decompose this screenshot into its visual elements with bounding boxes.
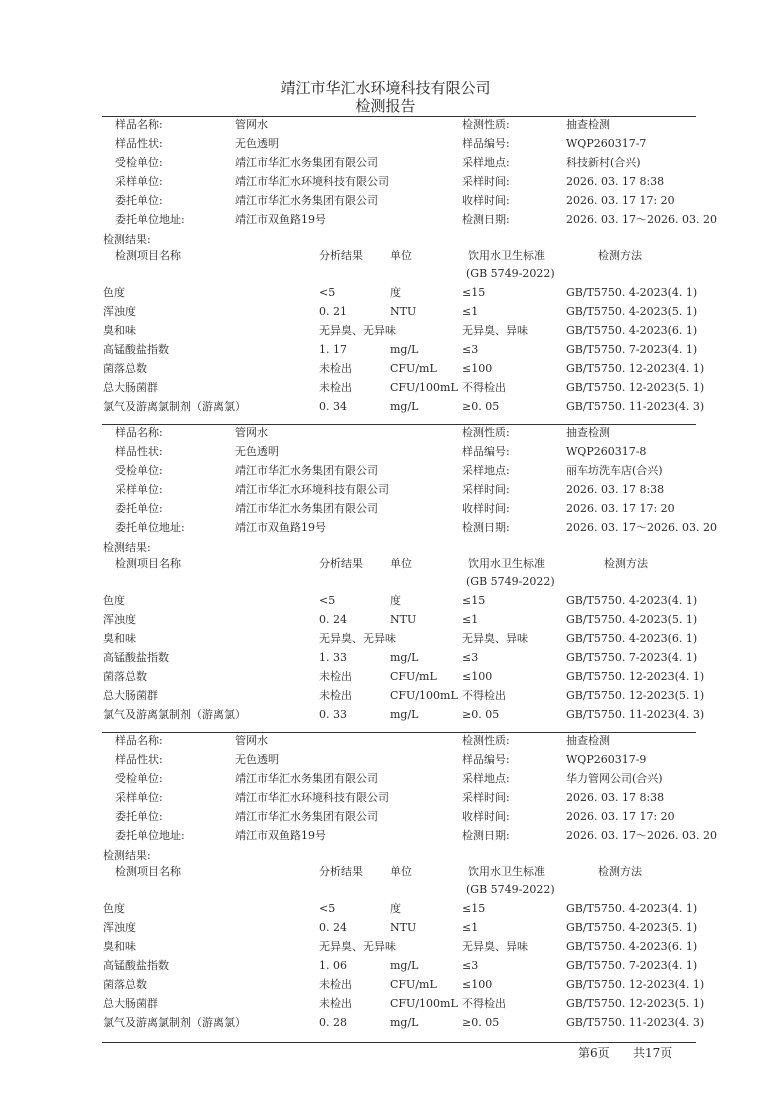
- cell-result: 未检出: [319, 978, 352, 991]
- info-label: 检测性质:: [462, 426, 510, 439]
- info-value: 抽查检测: [566, 118, 610, 131]
- cell-unit: mg/L: [390, 400, 419, 413]
- info-value: 靖江市双鱼路19号: [235, 829, 326, 842]
- info-label: 委托单位:: [115, 194, 163, 207]
- cell-item-name: 高锰酸盐指数: [103, 959, 169, 972]
- cell-item-name: 浑浊度: [103, 613, 136, 626]
- info-label: 采样时间:: [462, 791, 510, 804]
- section-rule: [102, 732, 696, 733]
- page-number: 第6页: [578, 1046, 610, 1060]
- info-label: 样品编号:: [462, 753, 510, 766]
- cell-item-name: 臭和味: [103, 940, 136, 953]
- column-header-unit: 单位: [390, 249, 412, 262]
- cell-item-name: 臭和味: [103, 632, 136, 645]
- info-value: 靖江市华汇水环境科技有限公司: [235, 483, 389, 496]
- cell-method: GB/T5750. 11-2023(4. 3): [566, 1016, 705, 1029]
- cell-item-name: 色度: [103, 902, 125, 915]
- cell-item-name: 总大肠菌群: [103, 997, 158, 1010]
- cell-item-name: 菌落总数: [103, 670, 147, 683]
- cell-standard: ≤1: [462, 613, 479, 626]
- section-rule: [102, 116, 696, 117]
- info-value: 靖江市华汇水务集团有限公司: [235, 810, 378, 823]
- cell-item-name: 高锰酸盐指数: [103, 343, 169, 356]
- cell-item-name: 氯气及游离氯制剂（游离氯）: [103, 400, 246, 413]
- cell-unit: NTU: [390, 305, 417, 318]
- cell-unit: 度: [390, 286, 401, 299]
- cell-method: GB/T5750. 11-2023(4. 3): [566, 400, 705, 413]
- cell-method: GB/T5750. 7-2023(4. 1): [566, 959, 698, 972]
- cell-method: GB/T5750. 12-2023(4. 1): [566, 362, 705, 375]
- cell-standard: ≥0. 05: [462, 400, 500, 413]
- cell-result: 0. 24: [319, 921, 347, 934]
- cell-unit: mg/L: [390, 651, 419, 664]
- cell-method: GB/T5750. 11-2023(4. 3): [566, 708, 705, 721]
- cell-method: GB/T5750. 7-2023(4. 1): [566, 651, 698, 664]
- results-heading: 检测结果:: [103, 849, 151, 862]
- cell-result: 0. 34: [319, 400, 347, 413]
- info-value: 抽查检测: [566, 426, 610, 439]
- info-value: 靖江市华汇水务集团有限公司: [235, 502, 378, 515]
- info-label: 样品性状:: [115, 753, 163, 766]
- cell-item-name: 菌落总数: [103, 978, 147, 991]
- info-label: 样品编号:: [462, 137, 510, 150]
- cell-result: 无异臭、无异味: [319, 324, 396, 337]
- sample-block: [0, 732, 771, 1040]
- cell-standard: 无异臭、异味: [462, 940, 528, 953]
- column-header-result: 分析结果: [319, 557, 363, 570]
- info-label: 样品名称:: [115, 734, 163, 747]
- column-header-standard-code: (GB 5749-2022): [466, 575, 555, 588]
- info-label: 样品名称:: [115, 426, 163, 439]
- column-header-result: 分析结果: [319, 865, 363, 878]
- cell-method: GB/T5750. 12-2023(4. 1): [566, 978, 705, 991]
- cell-standard: ≤3: [462, 651, 479, 664]
- cell-standard: ≥0. 05: [462, 1016, 500, 1029]
- cell-standard: ≥0. 05: [462, 708, 500, 721]
- results-heading: 检测结果:: [103, 541, 151, 554]
- cell-unit: mg/L: [390, 959, 419, 972]
- info-label: 委托单位地址:: [115, 521, 185, 534]
- cell-result: 1. 06: [319, 959, 347, 972]
- info-value: 抽查检测: [566, 734, 610, 747]
- info-value: 2026. 03. 17 17: 20: [566, 810, 675, 823]
- column-header-item: 检测项目名称: [115, 865, 181, 878]
- cell-unit: CFU/100mL: [390, 381, 458, 394]
- cell-unit: NTU: [390, 613, 417, 626]
- cell-result: 0. 24: [319, 613, 347, 626]
- info-label: 样品编号:: [462, 445, 510, 458]
- info-label: 检测性质:: [462, 118, 510, 131]
- cell-result: <5: [319, 286, 336, 299]
- cell-result: 未检出: [319, 997, 352, 1010]
- info-value: WQP260317-9: [566, 753, 647, 766]
- cell-standard: ≤1: [462, 921, 479, 934]
- footer-rule: [102, 1042, 696, 1043]
- info-value: 靖江市华汇水环境科技有限公司: [235, 175, 389, 188]
- cell-unit: CFU/mL: [390, 978, 437, 991]
- info-label: 收样时间:: [462, 502, 510, 515]
- cell-unit: CFU/mL: [390, 362, 437, 375]
- info-value: 无色透明: [235, 753, 279, 766]
- info-label: 委托单位:: [115, 810, 163, 823]
- cell-result: <5: [319, 902, 336, 915]
- info-value: 靖江市华汇水务集团有限公司: [235, 194, 378, 207]
- cell-unit: CFU/mL: [390, 670, 437, 683]
- column-header-standard: 饮用水卫生标准: [468, 557, 545, 570]
- info-label: 受检单位:: [115, 156, 163, 169]
- info-value: 2026. 03. 17 17: 20: [566, 194, 675, 207]
- section-rule: [102, 424, 696, 425]
- info-label: 检测性质:: [462, 734, 510, 747]
- cell-method: GB/T5750. 12-2023(5. 1): [566, 689, 705, 702]
- cell-method: GB/T5750. 4-2023(6. 1): [566, 324, 698, 337]
- page-total: 共17页: [633, 1046, 673, 1060]
- cell-standard: ≤100: [462, 978, 493, 991]
- info-value: 靖江市双鱼路19号: [235, 521, 326, 534]
- cell-unit: 度: [390, 902, 401, 915]
- column-header-standard-code: (GB 5749-2022): [466, 267, 555, 280]
- cell-method: GB/T5750. 4-2023(5. 1): [566, 305, 698, 318]
- info-label: 检测日期:: [462, 213, 510, 226]
- info-value: 2026. 03. 17～2026. 03. 20: [566, 829, 717, 842]
- cell-standard: ≤15: [462, 594, 486, 607]
- column-header-method: 检测方法: [598, 865, 642, 878]
- info-label: 采样单位:: [115, 791, 163, 804]
- info-value: 2026. 03. 17 8:38: [566, 175, 665, 188]
- cell-unit: mg/L: [390, 708, 419, 721]
- cell-standard: ≤3: [462, 959, 479, 972]
- info-label: 采样地点:: [462, 772, 510, 785]
- info-label: 委托单位:: [115, 502, 163, 515]
- info-label: 采样地点:: [462, 464, 510, 477]
- cell-result: 未检出: [319, 362, 352, 375]
- info-value: 无色透明: [235, 445, 279, 458]
- cell-method: GB/T5750. 4-2023(5. 1): [566, 921, 698, 934]
- info-label: 采样时间:: [462, 175, 510, 188]
- cell-standard: 不得检出: [462, 997, 506, 1010]
- sample-block: [0, 424, 771, 732]
- info-value: 2026. 03. 17 8:38: [566, 791, 665, 804]
- info-label: 收样时间:: [462, 194, 510, 207]
- info-value: 管网水: [235, 426, 268, 439]
- cell-standard: ≤100: [462, 362, 493, 375]
- cell-standard: ≤100: [462, 670, 493, 683]
- column-header-unit: 单位: [390, 865, 412, 878]
- info-label: 样品名称:: [115, 118, 163, 131]
- info-label: 受检单位:: [115, 464, 163, 477]
- cell-result: 0. 21: [319, 305, 347, 318]
- cell-method: GB/T5750. 12-2023(4. 1): [566, 670, 705, 683]
- cell-method: GB/T5750. 4-2023(4. 1): [566, 286, 698, 299]
- info-value: WQP260317-8: [566, 445, 647, 458]
- column-header-item: 检测项目名称: [115, 557, 181, 570]
- cell-standard: 无异臭、异味: [462, 324, 528, 337]
- info-value: 管网水: [235, 734, 268, 747]
- info-label: 委托单位地址:: [115, 213, 185, 226]
- cell-standard: ≤15: [462, 286, 486, 299]
- column-header-unit: 单位: [390, 557, 412, 570]
- info-value: 2026. 03. 17 17: 20: [566, 502, 675, 515]
- info-value: 靖江市华汇水务集团有限公司: [235, 156, 378, 169]
- info-value: 2026. 03. 17 8:38: [566, 483, 665, 496]
- info-value: 管网水: [235, 118, 268, 131]
- cell-result: 0. 33: [319, 708, 347, 721]
- cell-unit: mg/L: [390, 343, 419, 356]
- cell-method: GB/T5750. 12-2023(5. 1): [566, 381, 705, 394]
- cell-item-name: 氯气及游离氯制剂（游离氯）: [103, 1016, 246, 1029]
- info-label: 采样单位:: [115, 483, 163, 496]
- cell-standard: ≤15: [462, 902, 486, 915]
- sample-block: [0, 116, 771, 424]
- info-label: 受检单位:: [115, 772, 163, 785]
- cell-item-name: 色度: [103, 286, 125, 299]
- cell-result: 0. 28: [319, 1016, 347, 1029]
- info-label: 采样时间:: [462, 483, 510, 496]
- info-label: 检测日期:: [462, 829, 510, 842]
- info-value: 靖江市华汇水务集团有限公司: [235, 772, 378, 785]
- results-heading: 检测结果:: [103, 233, 151, 246]
- column-header-item: 检测项目名称: [115, 249, 181, 262]
- info-label: 样品性状:: [115, 445, 163, 458]
- cell-item-name: 浑浊度: [103, 305, 136, 318]
- info-label: 采样地点:: [462, 156, 510, 169]
- cell-unit: NTU: [390, 921, 417, 934]
- cell-unit: mg/L: [390, 1016, 419, 1029]
- column-header-method: 检测方法: [604, 557, 648, 570]
- info-value: WQP260317-7: [566, 137, 647, 150]
- cell-standard: ≤3: [462, 343, 479, 356]
- info-label: 样品性状:: [115, 137, 163, 150]
- info-value: 靖江市华汇水环境科技有限公司: [235, 791, 389, 804]
- cell-result: 未检出: [319, 381, 352, 394]
- info-value: 2026. 03. 17～2026. 03. 20: [566, 213, 717, 226]
- info-label: 采样单位:: [115, 175, 163, 188]
- cell-method: GB/T5750. 4-2023(4. 1): [566, 594, 698, 607]
- cell-item-name: 色度: [103, 594, 125, 607]
- cell-unit: CFU/100mL: [390, 689, 458, 702]
- column-header-standard: 饮用水卫生标准: [468, 865, 545, 878]
- report-title: 检测报告: [355, 97, 416, 115]
- cell-result: 1. 17: [319, 343, 347, 356]
- info-label: 委托单位地址:: [115, 829, 185, 842]
- cell-result: 无异臭、无异味: [319, 940, 396, 953]
- info-label: 检测日期:: [462, 521, 510, 534]
- cell-method: GB/T5750. 4-2023(4. 1): [566, 902, 698, 915]
- info-value: 2026. 03. 17～2026. 03. 20: [566, 521, 717, 534]
- info-value: 华力管网公司(合兴): [566, 772, 663, 785]
- cell-result: 未检出: [319, 689, 352, 702]
- info-value: 靖江市双鱼路19号: [235, 213, 326, 226]
- cell-method: GB/T5750. 4-2023(5. 1): [566, 613, 698, 626]
- cell-method: GB/T5750. 7-2023(4. 1): [566, 343, 698, 356]
- cell-method: GB/T5750. 12-2023(5. 1): [566, 997, 705, 1010]
- cell-item-name: 高锰酸盐指数: [103, 651, 169, 664]
- cell-item-name: 浑浊度: [103, 921, 136, 934]
- column-header-result: 分析结果: [319, 249, 363, 262]
- cell-result: 无异臭、无异味: [319, 632, 396, 645]
- cell-method: GB/T5750. 4-2023(6. 1): [566, 632, 698, 645]
- cell-standard: 不得检出: [462, 689, 506, 702]
- column-header-method: 检测方法: [598, 249, 642, 262]
- info-value: 丽车坊洗车店(合兴): [566, 464, 663, 477]
- cell-standard: ≤1: [462, 305, 479, 318]
- cell-item-name: 总大肠菌群: [103, 381, 158, 394]
- cell-standard: 不得检出: [462, 381, 506, 394]
- info-value: 无色透明: [235, 137, 279, 150]
- company-name: 靖江市华汇水环境科技有限公司: [280, 79, 491, 97]
- cell-result: 未检出: [319, 670, 352, 683]
- cell-unit: 度: [390, 594, 401, 607]
- info-label: 收样时间:: [462, 810, 510, 823]
- cell-method: GB/T5750. 4-2023(6. 1): [566, 940, 698, 953]
- cell-item-name: 总大肠菌群: [103, 689, 158, 702]
- column-header-standard-code: (GB 5749-2022): [466, 883, 555, 896]
- cell-item-name: 菌落总数: [103, 362, 147, 375]
- cell-result: 1. 33: [319, 651, 347, 664]
- cell-item-name: 臭和味: [103, 324, 136, 337]
- info-value: 靖江市华汇水务集团有限公司: [235, 464, 378, 477]
- cell-result: <5: [319, 594, 336, 607]
- cell-unit: CFU/100mL: [390, 997, 458, 1010]
- cell-standard: 无异臭、异味: [462, 632, 528, 645]
- cell-item-name: 氯气及游离氯制剂（游离氯）: [103, 708, 246, 721]
- column-header-standard: 饮用水卫生标准: [468, 249, 545, 262]
- info-value: 科技新村(合兴): [566, 156, 641, 169]
